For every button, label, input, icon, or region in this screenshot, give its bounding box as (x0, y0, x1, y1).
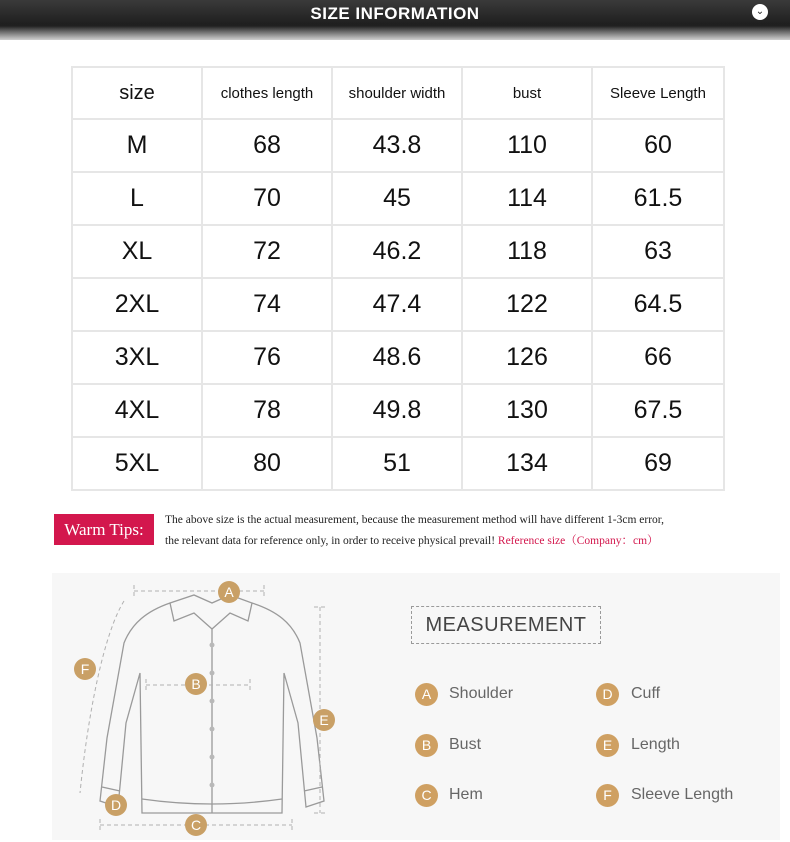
table-cell: 134 (462, 437, 592, 490)
legend-label-length: Length (631, 736, 680, 753)
table-cell: 43.8 (332, 119, 462, 172)
legend-badge-a: A (415, 683, 438, 706)
tips-note: the relevant data for reference only, in order to receive physical prevail! (165, 535, 496, 547)
column-header: size (72, 67, 202, 119)
table-cell: 80 (202, 437, 332, 490)
table-row (72, 331, 724, 384)
legend-label-shoulder: Shoulder (449, 685, 514, 702)
table-row (72, 384, 724, 437)
legend-label-bust: Bust (449, 736, 482, 753)
table-cell: M (72, 119, 202, 172)
measurement-title: MEASUREMENT (411, 606, 601, 644)
table-cell: 130 (462, 384, 592, 437)
legend-label-cuff: Cuff (631, 685, 661, 702)
table-cell: 4XL (72, 384, 202, 437)
legend-badge-f: F (596, 784, 619, 807)
header-fade (0, 26, 790, 44)
column-header: bust (462, 67, 592, 119)
legend-label-hem: Hem (449, 786, 483, 803)
table-cell: 48.6 (332, 331, 462, 384)
table-cell: 76 (202, 331, 332, 384)
tips-text-line-2 (165, 532, 659, 548)
table-cell: 114 (462, 172, 592, 225)
table-cell: 46.2 (332, 225, 462, 278)
table-cell: XL (72, 225, 202, 278)
table-row (72, 225, 724, 278)
table-row (72, 119, 724, 172)
table-cell: 45 (332, 172, 462, 225)
table-cell: 64.5 (592, 278, 724, 331)
table-cell: 122 (462, 278, 592, 331)
marker-b: B (185, 673, 207, 695)
table-cell: 72 (202, 225, 332, 278)
table-cell: 3XL (72, 331, 202, 384)
table-cell: 110 (462, 119, 592, 172)
table-cell: 74 (202, 278, 332, 331)
table-row (72, 172, 724, 225)
chevron-down-icon[interactable]: ⌄ (752, 4, 768, 20)
legend-badge-e: E (596, 734, 619, 757)
column-header: clothes length (202, 67, 332, 119)
table-cell: 118 (462, 225, 592, 278)
table-row (72, 278, 724, 331)
table-cell: 126 (462, 331, 592, 384)
legend-badge-b: B (415, 734, 438, 757)
table-cell: 51 (332, 437, 462, 490)
legend-label-sleeve-length: Sleeve Length (631, 786, 734, 803)
table-cell: 2XL (72, 278, 202, 331)
tips-text-line-1: The above size is the actual measurement, because the measurement method will have different 1-3cm error, (165, 514, 665, 526)
table-cell: 67.5 (592, 384, 724, 437)
marker-f: F (74, 658, 96, 680)
table-cell: 78 (202, 384, 332, 437)
legend-badge-d: D (596, 683, 619, 706)
reference-size-note: Reference size（Company：cm） (497, 535, 659, 547)
table-row (72, 437, 724, 490)
marker-e: E (313, 709, 335, 731)
table-cell: 69 (592, 437, 724, 490)
table-cell: 63 (592, 225, 724, 278)
table-cell: 49.8 (332, 384, 462, 437)
marker-d: D (105, 794, 127, 816)
table-cell: 61.5 (592, 172, 724, 225)
table-cell: 47.4 (332, 278, 462, 331)
table-cell: 68 (202, 119, 332, 172)
column-header: Sleeve Length (592, 67, 724, 119)
table-cell: 70 (202, 172, 332, 225)
table-cell: 60 (592, 119, 724, 172)
table-cell: L (72, 172, 202, 225)
page-title: SIZE INFORMATION (310, 4, 480, 23)
table-cell: 5XL (72, 437, 202, 490)
table-cell: 66 (592, 331, 724, 384)
column-header: shoulder width (332, 67, 462, 119)
size-table (71, 66, 725, 491)
table-header-row (72, 67, 724, 119)
marker-a: A (218, 581, 240, 603)
warm-tips-badge: Warm Tips: (54, 514, 154, 545)
marker-c: C (185, 814, 207, 836)
legend-badge-c: C (415, 784, 438, 807)
